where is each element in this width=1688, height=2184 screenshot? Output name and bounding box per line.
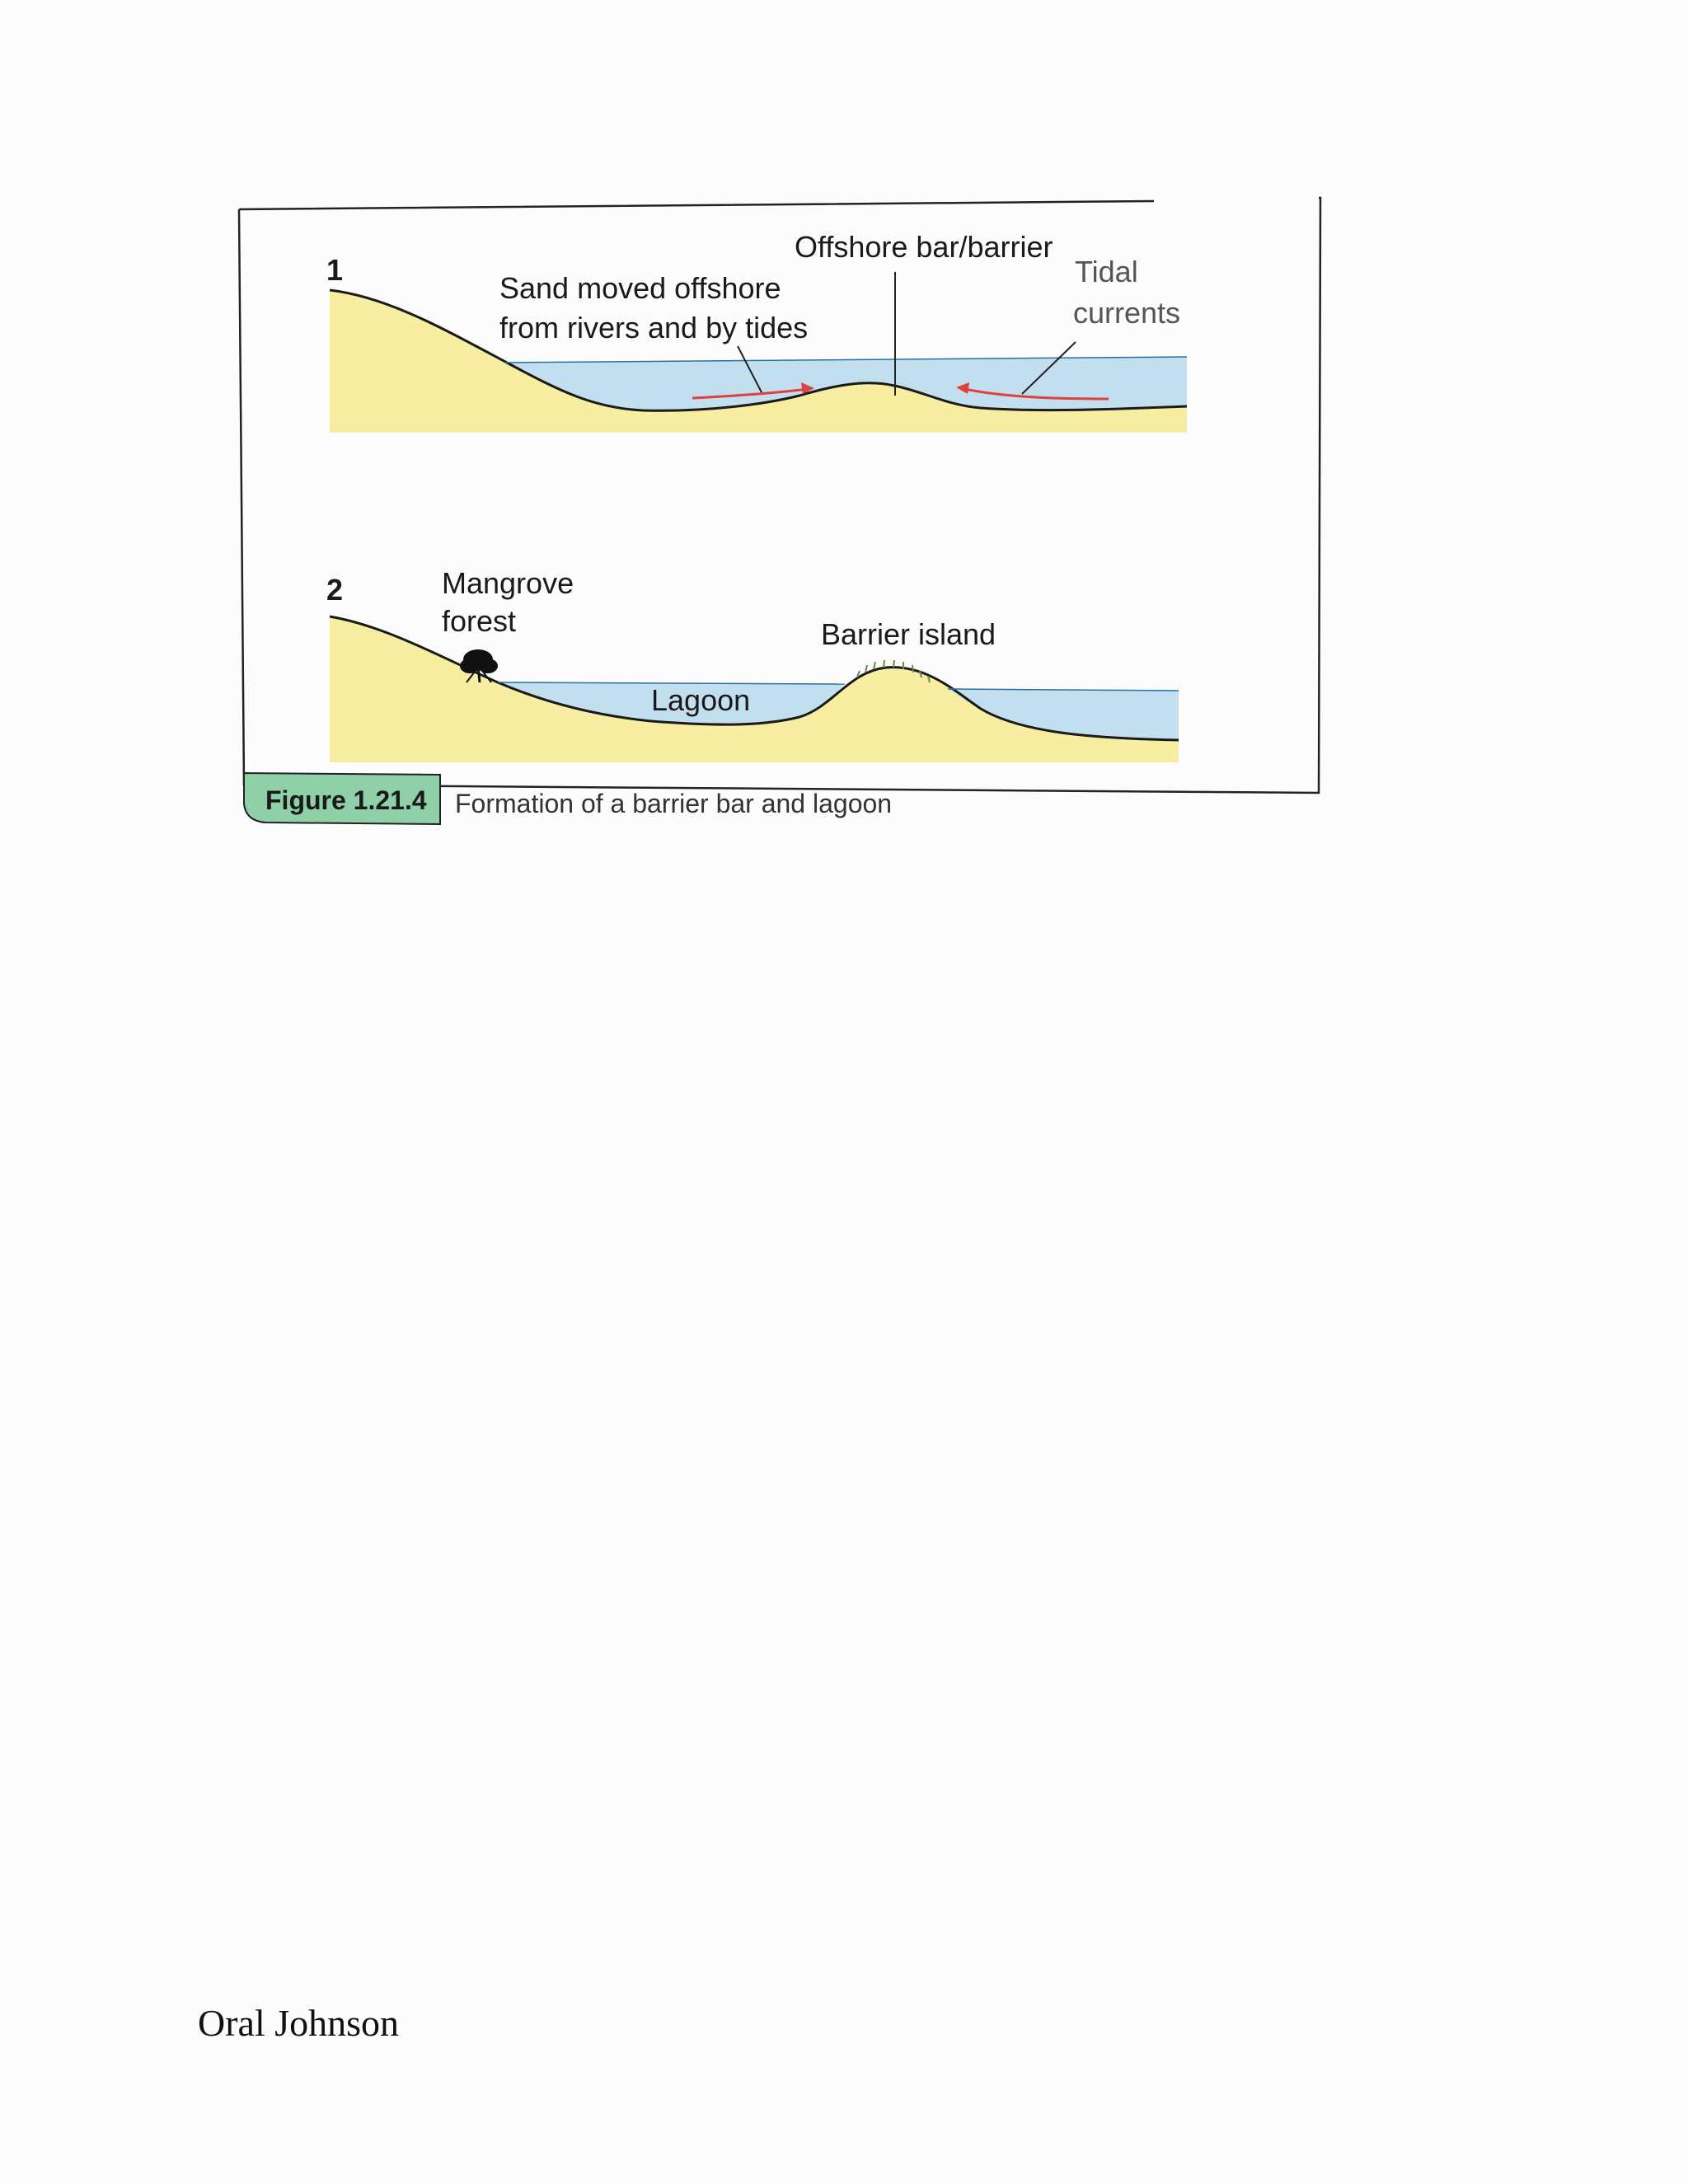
sand-label-line1: Sand moved offshore [499,271,781,305]
panel-2-number: 2 [326,573,344,607]
panel-1-number: 1 [326,253,344,287]
lagoon-label: Lagoon [651,683,751,717]
caption-text: Formation of a barrier bar and lagoon [455,789,893,818]
figure-diagram [0,0,1688,907]
barrier-island-label: Barrier island [821,617,996,651]
caption-tag: Figure 1.21.4 [265,785,427,815]
mangrove-label-line1: Mangrove [442,566,574,600]
sand-label-line2: from rivers and by tides [499,311,809,344]
mangrove-label-line2: forest [442,604,517,638]
bar-label: Offshore bar/barrier [795,230,1053,264]
author-name: Oral Johnson [198,2002,400,2044]
tidal-label-line2: currents [1073,296,1181,330]
figure-caption [244,773,892,824]
panel-1 [326,230,1187,433]
panel-2 [326,566,1179,762]
tidal-label-line1: Tidal [1075,255,1138,288]
